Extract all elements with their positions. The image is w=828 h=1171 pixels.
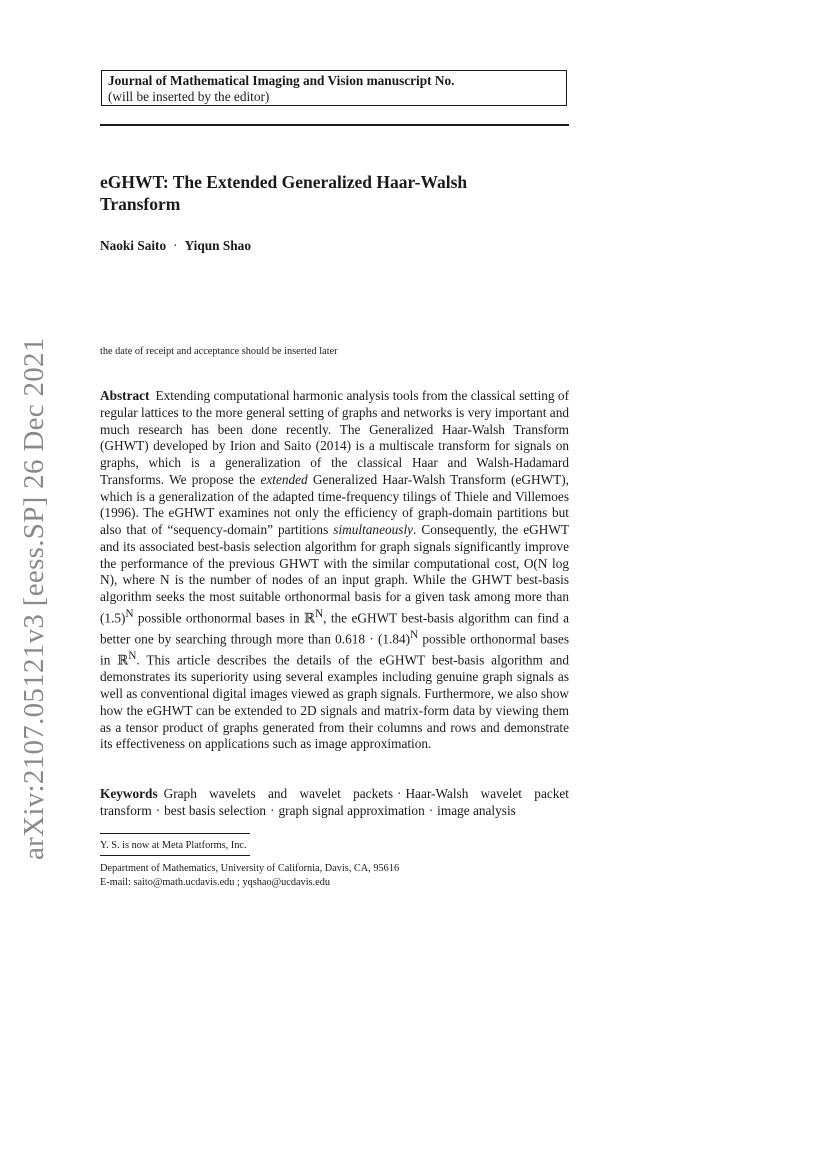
exponent: N bbox=[125, 607, 134, 620]
author-name: Yiqun Shao bbox=[184, 238, 251, 253]
keyword-separator: · bbox=[428, 803, 434, 818]
abstract-emphasis: extended bbox=[260, 471, 308, 487]
abstract-text: , the eGHWT best-basis algorithm can find a better one by searching through more than 0.618 · (1.84) bbox=[100, 610, 569, 647]
abstract-text: possible orthonormal bases in ℝ bbox=[133, 610, 316, 626]
journal-title: Journal of Mathematical Imaging and Vision manuscript No. bbox=[108, 73, 455, 88]
author-affiliation: Department of Mathematics, University of California, Davis, CA, 95616 bbox=[100, 863, 400, 874]
exponent: N bbox=[128, 650, 137, 663]
keywords bbox=[100, 785, 569, 819]
keyword: Haar-Walsh wavelet packet transform bbox=[100, 786, 570, 818]
abstract-text: Extending computational harmonic analysis tools from the classical setting of regular lattices to the more general setting of graphs and networks is very important and much research has been done recently. The Generalized Haar-Walsh Transform (GHWT) developed by Irion and Saito (2014) is a multiscale transform for signals on graphs, which is a generalization of the classical Haar and Walsh-Hadamard Transforms. We propose the bbox=[100, 388, 569, 487]
paper-title-line-2: Transform bbox=[100, 194, 181, 214]
author-separator: · bbox=[173, 238, 178, 253]
keyword: best basis selection bbox=[164, 803, 267, 818]
journal-editor-note: (will be inserted by the editor) bbox=[108, 89, 270, 104]
keyword: image analysis bbox=[437, 803, 516, 818]
paper-title bbox=[100, 171, 569, 215]
arxiv-identifier-stamp: arXiv:2107.05121v3 [eess.SP] 26 Dec 2021 bbox=[18, 337, 50, 860]
keyword: graph signal approximation bbox=[278, 803, 425, 818]
keyword-separator: · bbox=[270, 803, 275, 818]
header-rule bbox=[100, 124, 569, 126]
footnote-rule bbox=[100, 833, 250, 834]
abstract bbox=[100, 388, 569, 753]
keyword-separator: · bbox=[155, 803, 161, 818]
abstract-text: possible orthonormal bases in ℝ bbox=[100, 631, 570, 668]
footnote-rule bbox=[100, 855, 250, 856]
author-list bbox=[100, 238, 251, 254]
author-emails: E-mail: saito@math.ucdavis.edu ; yqshao@ucdavis.edu bbox=[100, 877, 331, 888]
paper-title-line-1: eGHWT: The Extended Generalized Haar-Walsh bbox=[100, 172, 468, 192]
abstract-emphasis: simultaneously bbox=[333, 522, 414, 537]
author-name: Naoki Saito bbox=[100, 238, 167, 253]
exponent: N bbox=[410, 628, 419, 641]
keyword-separator: · bbox=[397, 786, 402, 801]
abstract-text: . This article describes the details of the eGHWT best-basis algorithm and demonstrates its superiority using several examples including genuine graph signals as well as conventional digital images viewed as graph signals. Furthermore, we also show how the eGHWT can be extended to 2D signals and matrix-form data by viewing them as a tensor product of graphs generated from their columns and rows and demonstrate its effectiveness on applications such as image approximation. bbox=[100, 652, 569, 752]
footnote-affiliation-change: Y. S. is now at Meta Platforms, Inc. bbox=[100, 840, 247, 851]
abstract-text: Generalized Haar-Walsh Transform (eGHWT), which is a generalization of the adapted time-frequency tilings of Thiele and Villemoes (1996). The eGHWT examines not only the efficiency of graph-domain partitions but also that of “sequency-domain” partitions bbox=[100, 471, 569, 537]
keywords-label: Keywords bbox=[100, 786, 158, 801]
keyword: Graph wavelets and wavelet packets bbox=[163, 786, 394, 801]
receipt-date-note: the date of receipt and acceptance should be inserted later bbox=[100, 346, 338, 357]
abstract-text: . Consequently, the eGHWT and its associated best-basis selection algorithm for graph signals significantly improve the performance of the previous GHWT with the similar computational cost, O(N log N), where N is the number of nodes of an input graph. While the GHWT best-basis algorithm seeks the most suitable orthonormal basis for a given task among more than (1.5) bbox=[100, 522, 569, 626]
exponent: N bbox=[315, 607, 324, 620]
journal-header-box bbox=[101, 70, 567, 106]
abstract-label: Abstract bbox=[100, 388, 150, 403]
